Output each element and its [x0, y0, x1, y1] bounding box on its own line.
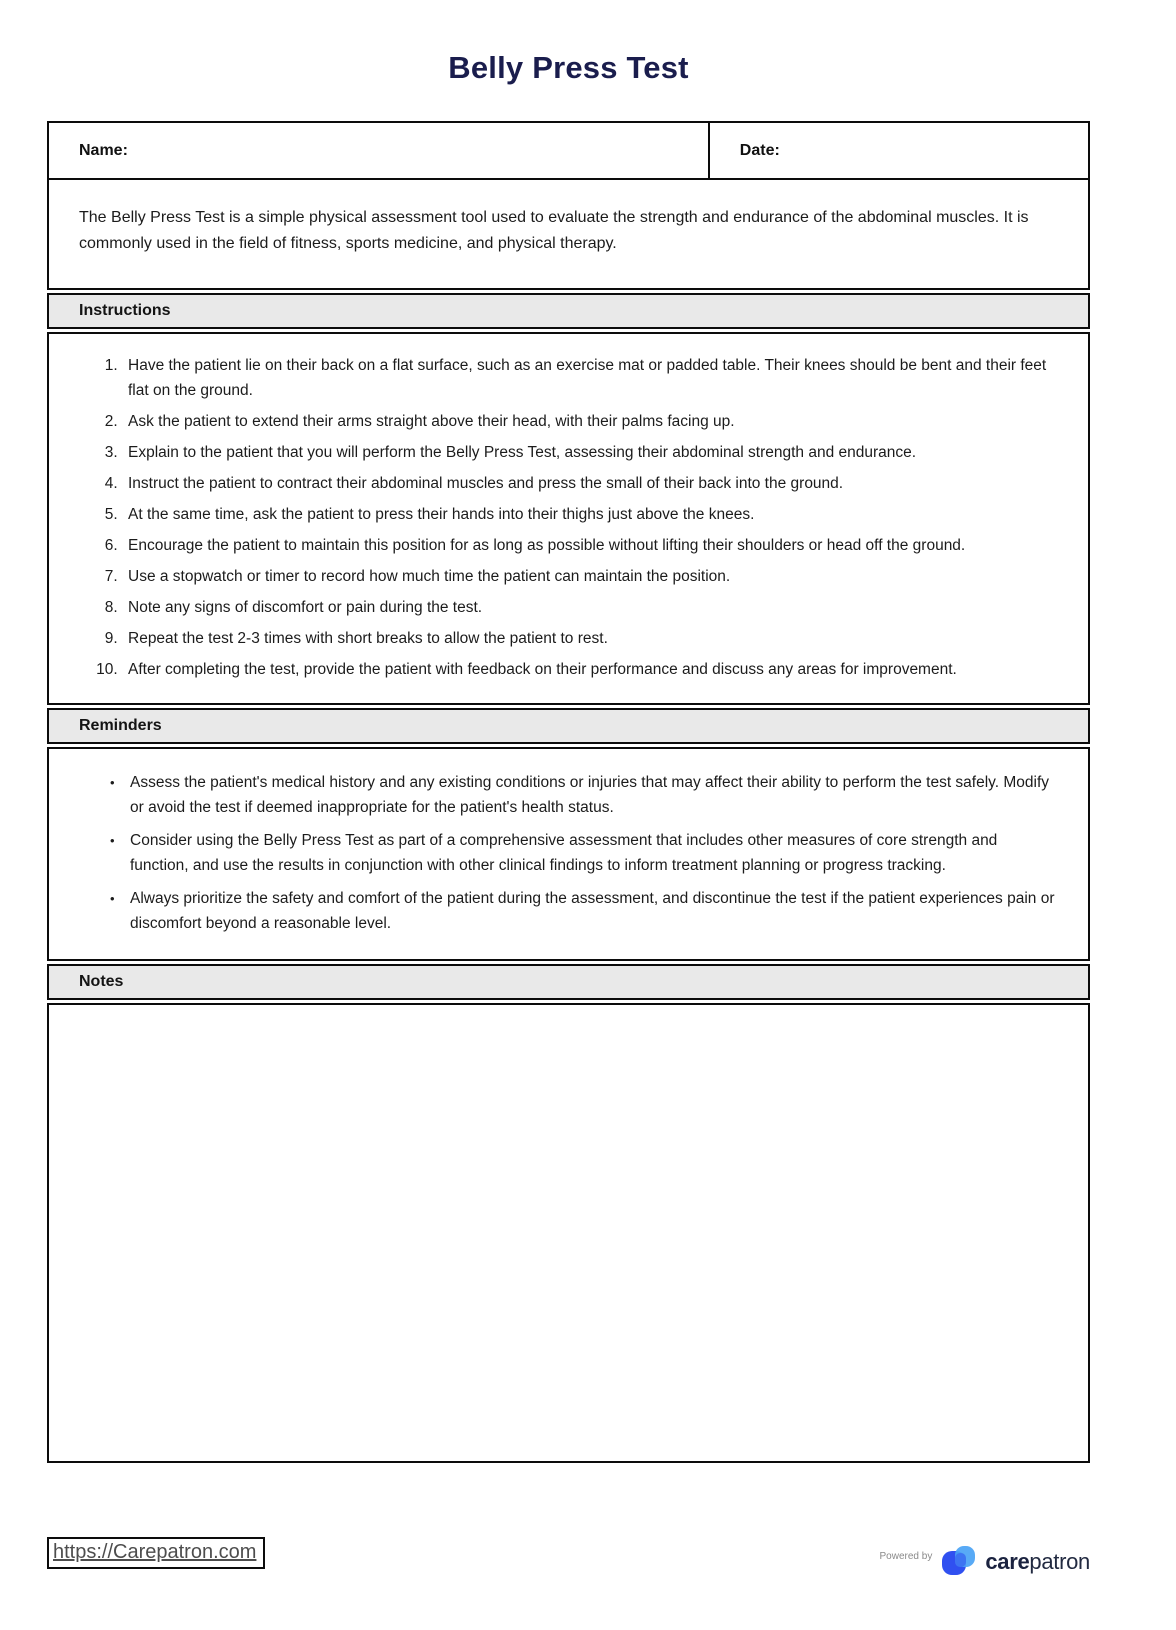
test-description: The Belly Press Test is a simple physical assessment tool used to evaluate the strength and endurance of the abdominal muscles. It is commonly used in the field of fitness, sports medicine, and physical therapy. [79, 209, 1029, 252]
reminder-item: • Always prioritize the safety and comfort of the patient during the assessment, and discontinue the test if the patient experiences pain or discomfort beyond a reasonable level. [122, 886, 1060, 936]
notes-title: Notes [79, 973, 124, 990]
reminders-box [47, 747, 1090, 961]
instruction-item: 7. Use a stopwatch or timer to record how much time the patient can maintain the position. [122, 564, 1060, 589]
carepatron-link[interactable]: https://Carepatron.com [47, 1537, 265, 1569]
instruction-item: 5. At the same time, ask the patient to press their hands into their thighs just above the knees. [122, 502, 1060, 527]
notes-header [47, 964, 1090, 1000]
instruction-item: 10. After completing the test, provide the patient with feedback on their performance and discuss any areas for improvement. [122, 657, 1060, 682]
brand-wordmark [985, 1549, 1090, 1575]
brand-care: care [985, 1549, 1030, 1574]
footer-brand [880, 1543, 1090, 1581]
brand-patron: patron [1029, 1549, 1090, 1574]
instructions-box [47, 332, 1090, 705]
powered-by-label: Powered by [879, 1550, 933, 1562]
instruction-item: 3. Explain to the patient that you will perform the Belly Press Test, assessing their abdominal strength and endurance. [122, 440, 1060, 465]
document-body [47, 121, 1090, 1463]
reminder-item: • Assess the patient's medical history and any existing conditions or injuries that may affect their ability to perform the test safely. Modify or avoid the test if deemed inappropriate for the patient's health status. [122, 770, 1060, 820]
instruction-item: 9. Repeat the test 2-3 times with short breaks to allow the patient to rest. [122, 626, 1060, 651]
reminders-header [47, 708, 1090, 744]
date-label: Date: [739, 141, 780, 159]
reminders-list [122, 770, 1060, 936]
instruction-item: 6. Encourage the patient to maintain this position for as long as possible without lifting their shoulders or head off the ground. [122, 533, 1060, 558]
instructions-header [47, 293, 1090, 329]
name-field[interactable] [49, 123, 710, 178]
page-title: Belly Press Test [448, 50, 689, 85]
carepatron-logo-icon [941, 1543, 978, 1581]
patient-info-box [47, 121, 1090, 290]
notes-area[interactable] [47, 1003, 1090, 1463]
date-field[interactable] [710, 123, 1088, 178]
patient-info-row [49, 123, 1088, 180]
reminders-title: Reminders [79, 717, 162, 734]
instruction-item: 2. Ask the patient to extend their arms straight above their head, with their palms facing up. [122, 409, 1060, 434]
instruction-item: 1. Have the patient lie on their back on a flat surface, such as an exercise mat or padded table. Their knees should be bent and their feet flat on the ground. [122, 353, 1060, 403]
instruction-item: 8. Note any signs of discomfort or pain during the test. [122, 595, 1060, 620]
instructions-title: Instructions [79, 302, 171, 319]
reminder-item: • Consider using the Belly Press Test as part of a comprehensive assessment that includes other measures of core strength and function, and use the results in conjunction with other clinical findings to inform treatment planning or progress tracking. [122, 828, 1060, 878]
instruction-item: 4. Instruct the patient to contract their abdominal muscles and press the small of their back into the ground. [122, 471, 1060, 496]
name-label: Name: [79, 141, 128, 159]
instructions-list [122, 353, 1060, 682]
